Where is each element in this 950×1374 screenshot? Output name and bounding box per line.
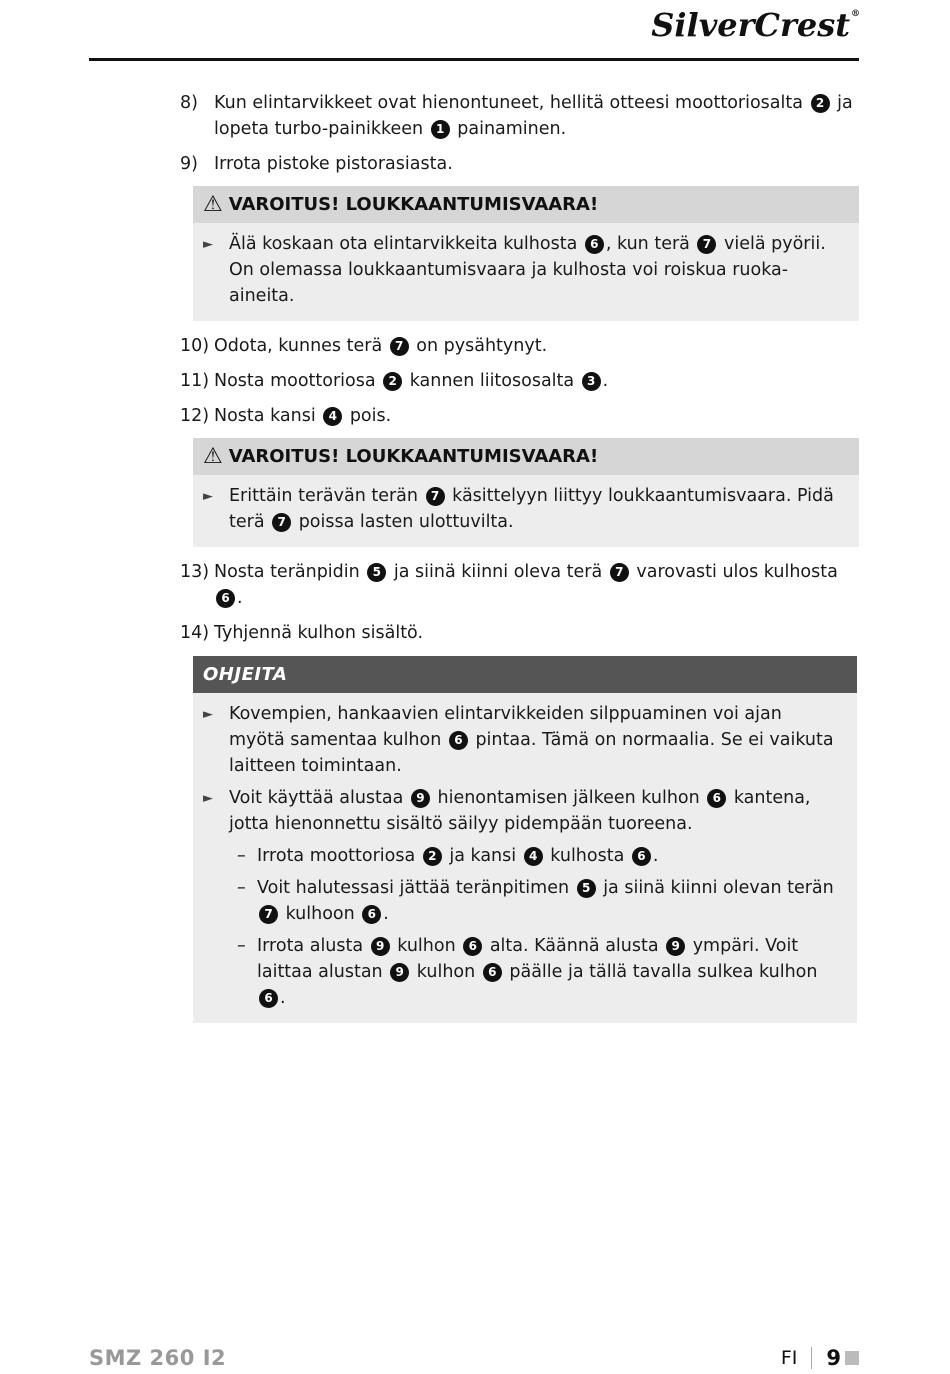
bullet-text [229,701,843,779]
warning-box-1 [193,186,859,321]
part-number-badge: 6 [707,789,726,808]
dash-marker: – [237,878,246,898]
step-text [214,151,860,177]
arrow-bullet-icon: ► [203,791,213,806]
part-number-badge: 6 [585,235,604,254]
part-number-badge: 3 [582,372,601,391]
part-number-badge: 6 [463,937,482,956]
text-run: kannen liitososalta [404,371,580,391]
text-run: kulhoon [280,904,361,924]
warning-triangle-icon: ⚠ [203,444,223,469]
dash-subitem [237,843,843,869]
arrow-bullet-icon: ► [203,489,213,504]
warning-body [193,223,859,321]
dash-marker: – [237,846,246,866]
text-run: Tyhjennä kulhon sisältö. [214,623,424,643]
footer-model: SMZ 260 I2 [89,1346,227,1370]
warning-box-2 [193,438,859,547]
step-text [214,333,860,359]
step-number: 9) [180,154,198,174]
text-run: , kun terä [605,234,696,254]
part-number-badge: 2 [423,847,442,866]
bullet-item [203,231,845,309]
text-run: . [280,988,286,1008]
step-text [214,620,860,646]
step-number: 8) [180,93,198,113]
text-run: kulhosta [544,846,630,866]
step-number: 10) [180,336,210,356]
part-number-badge: 7 [610,563,629,582]
dash-text [257,875,843,927]
arrow-bullet-icon: ► [203,707,213,722]
dash-subitem [237,933,843,1011]
part-number-badge: 4 [524,847,543,866]
footer-language: FI [780,1347,798,1369]
text-run: pois. [344,406,392,426]
instruction-step [180,90,860,142]
text-run: ja kansi [443,846,522,866]
text-run: Irrota moottoriosa [257,846,421,866]
step-number: 11) [180,371,210,391]
text-run: on pysähtynyt. [410,336,548,356]
text-run: Irrota pistoke pistorasiasta. [214,154,453,174]
steps-group-c [180,559,860,646]
instruction-step [180,151,860,177]
text-run: ja siinä kiinni olevan terän [597,878,834,898]
text-run: . [602,371,609,391]
part-number-badge: 7 [697,235,716,254]
text-run: hienontamisen jälkeen kulhon [431,788,706,808]
footer-page-info [781,1346,859,1370]
part-number-badge: 6 [449,731,468,750]
text-run: Nosta kansi [214,406,322,426]
warning-header [193,186,859,223]
bullet-item [203,701,843,779]
text-run: . [237,588,243,608]
header-rule [89,58,859,61]
text-run: Irrota alusta [257,936,369,956]
text-run: ja siinä kiinni oleva terä [388,562,608,582]
part-number-badge: 6 [632,847,651,866]
warning-header [193,438,859,475]
notes-body [193,693,857,1023]
notes-title: OHJEITA [203,664,288,685]
step-text [214,403,860,429]
brand-logo: SilverCrest® [651,6,860,44]
instruction-step [180,368,860,394]
page-number: 9 [826,1346,841,1370]
text-run: . [383,904,389,924]
text-run: poissa lasten ulottuvilta. [293,512,514,532]
text-run: Odota, kunnes terä [214,336,388,356]
text-run: ympäri. Voit laittaa alustan [257,936,799,982]
dash-subitem [237,875,843,927]
instruction-step [180,559,860,611]
part-number-badge: 4 [323,407,342,426]
text-run: varovasti ulos kulhosta [630,562,838,582]
text-run: ja lopeta turbo-painikkeen [214,93,853,139]
page-square-icon [845,1351,859,1365]
part-number-badge: 7 [259,905,278,924]
bullet-text [229,483,845,535]
text-run: Älä koskaan ota elintarvikkeita kulhosta [229,234,583,254]
page-content [180,90,860,1023]
text-run: Nosta moottoriosa [214,371,382,391]
text-run: käsittelyyn liittyy loukkaantumisvaara. Pidä terä [229,486,834,532]
text-run: Kovempien, hankaavien elintarvikkeiden silppuaminen voi ajan myötä samentaa kulhon [229,704,782,750]
steps-group-b [180,333,860,429]
step-text [214,90,860,142]
text-run: . [652,846,659,866]
dash-text [257,933,843,1011]
part-number-badge: 9 [390,963,409,982]
text-run: On olemassa loukkaantumisvaara ja kulhosta voi roiskua ruoka-aineita. [229,260,789,306]
text-run: kulhon [391,936,462,956]
part-number-badge: 6 [216,589,235,608]
part-number-badge: 5 [367,563,386,582]
text-run: kulhon [411,962,481,982]
step-number: 14) [180,623,210,643]
arrow-bullet-icon: ► [203,237,213,252]
notes-box [193,656,857,1023]
dash-marker: – [237,936,246,956]
part-number-badge: 1 [431,120,450,139]
bullet-item [203,483,845,535]
instruction-step [180,620,860,646]
text-run: päälle ja tällä tavalla sulkea kulhon [503,962,818,982]
step-number: 12) [180,406,210,426]
warning-triangle-icon: ⚠ [203,192,223,217]
text-run: alta. Käännä alusta [484,936,665,956]
warning-title: VAROITUS! LOUKKAANTUMISVAARA! [228,446,599,467]
part-number-badge: 7 [426,487,445,506]
warning-body [193,475,859,547]
step-text [214,368,860,394]
text-run: kantena, jotta hienonnettu sisältö säilyy pidempään tuoreena. [229,788,811,834]
part-number-badge: 7 [272,513,291,532]
part-number-badge: 5 [577,879,596,898]
instruction-step [180,333,860,359]
text-run: Kun elintarvikkeet ovat hienontuneet, hellitä otteesi moottoriosalta [214,93,809,113]
warning-title: VAROITUS! LOUKKAANTUMISVAARA! [228,194,599,215]
text-run: Voit käyttää alustaa [229,788,409,808]
part-number-badge: 9 [371,937,390,956]
part-number-badge: 2 [811,94,830,113]
text-run: Voit halutessasi jättää teränpitimen [257,878,575,898]
step-text [214,559,860,611]
text-run: pintaa. Tämä on normaalia. Se ei vaikuta laitteen toimintaan. [229,730,834,776]
text-run: Erittäin terävän terän [229,486,424,506]
part-number-badge: 7 [390,337,409,356]
part-number-badge: 6 [483,963,502,982]
footer-separator [811,1347,812,1369]
part-number-badge: 9 [666,937,685,956]
instruction-step [180,403,860,429]
notes-header [193,656,857,693]
text-run: Nosta teränpidin [214,562,366,582]
part-number-badge: 2 [383,372,402,391]
text-run: vielä pyörii. [718,234,826,254]
steps-group-a [180,90,860,177]
part-number-badge: 6 [362,905,381,924]
dash-text [257,843,843,869]
bullet-text [229,231,845,309]
text-run: painaminen. [451,119,567,139]
part-number-badge: 9 [411,789,430,808]
part-number-badge: 6 [259,989,278,1008]
bullet-text [229,785,843,837]
step-number: 13) [180,562,210,582]
bullet-item [203,785,843,837]
